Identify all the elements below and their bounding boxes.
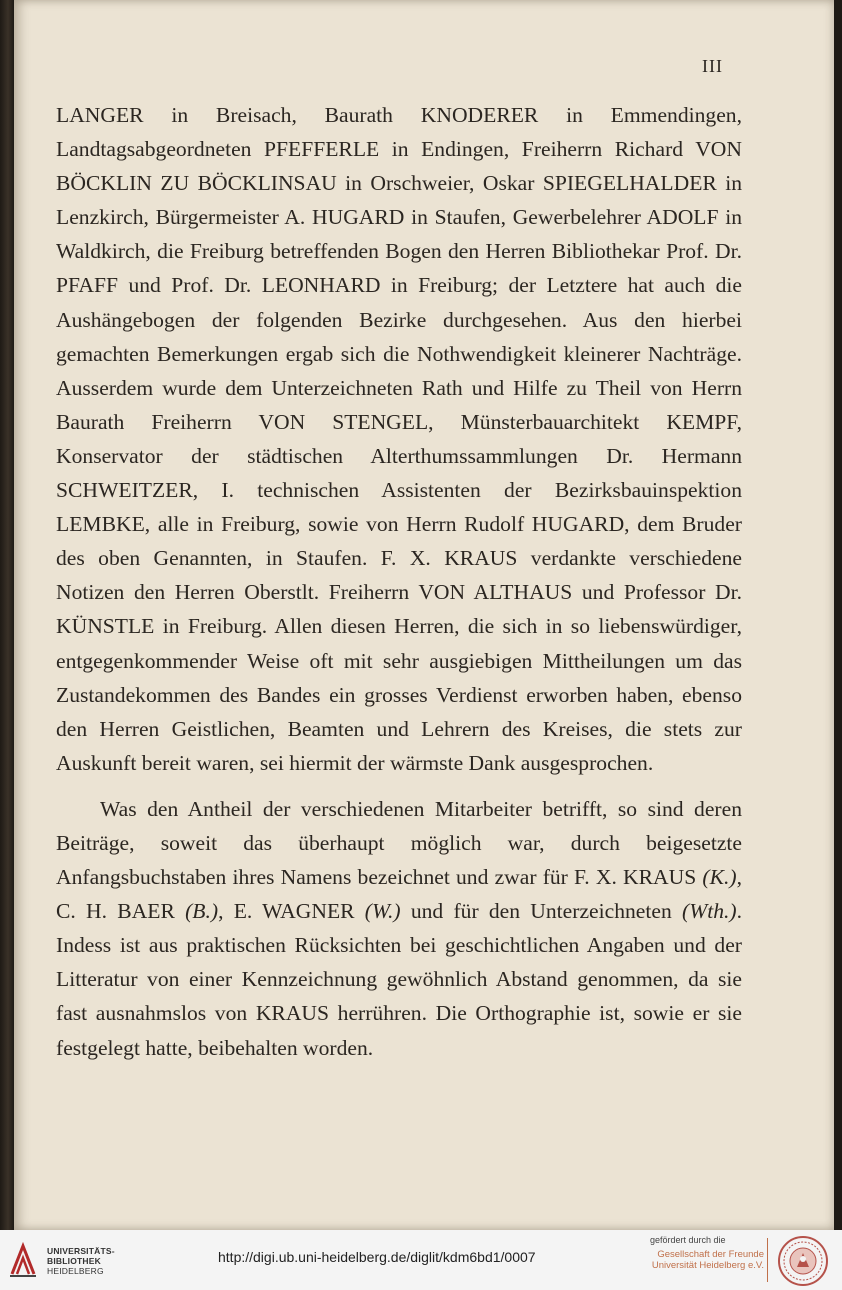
sponsor-line: Universität Heidelberg e.V.	[651, 1260, 764, 1271]
abbreviation-baer: (B.)	[185, 899, 219, 924]
digitization-footer	[0, 1230, 842, 1290]
library-name-line: BIBLIOTHEK	[47, 1256, 101, 1266]
paragraph-2-text: , C. H. BAER	[56, 865, 742, 924]
sponsor-line: Gesellschaft der Freunde	[657, 1249, 764, 1260]
paragraph-2-text: , E. WAGNER	[218, 899, 365, 924]
abbreviation-kraus: (K.)	[702, 865, 737, 890]
library-name	[47, 1246, 115, 1276]
university-seal-icon	[777, 1235, 829, 1287]
permalink-url[interactable]: http://digi.ub.uni-heidelberg.de/diglit/kdm6bd1/0007	[218, 1249, 536, 1265]
abbreviation-wagner: (W.)	[364, 899, 401, 924]
library-name-line: UNIVERSITÄTS-	[47, 1246, 115, 1256]
paragraph-1-text: LANGER in Breisach, Baurath KNODERER in Emmendingen, Landtagsabgeordneten PFEFFERLE in Endingen, Freiherrn Richard VON BÖCKLIN ZU BÖCKLINSAU in Orschweier, Oskar SPIEGELHALDER in Lenzkirch, Bürgermeister A. HUGARD in Staufen, Gewerbelehrer ADOLF in Waldkirch, die Freiburg betreffenden Bogen den Herren Bibliothekar Prof. Dr. PFAFF und Prof. Dr. LEONHARD in Freiburg; der Letztere hat auch die Aushängebogen der folgenden Bezirke durchgesehen. Aus den hierbei gemachten Bemerkungen ergab sich die Nothwendigkeit kleinerer Nachträge. Ausserdem wurde dem Unterzeichneten Rath und Hilfe zu Theil von Herrn Baurath Freiherrn VON STENGEL, Münsterbauarchitekt KEMPF, Konservator der städtischen Alterthumssammlungen Dr. Hermann SCHWEITZER, I. technischen Assistenten der Bezirksbauinspektion LEMBKE, alle in Freiburg, sowie von Herrn Rudolf HUGARD, dem Bruder des oben Genannten, in Staufen. F. X. KRAUS verdankte verschiedene Notizen den Herren Oberstlt. Freiherrn VON ALTHAUS und Professor Dr. KÜNSTLE in Freiburg. Allen diesen Herren, die sich in so liebenswürdiger, entgegenkommender Weise oft mit sehr ausgiebigen Mittheilungen um das Zustandekommen des Bandes ein grosses Verdienst erworben haben, ebenso den Herren Geistlichen, Beamten und Lehrern des Kreises, die stets zur Auskunft bereit waren, sei hiermit der wärmste Dank ausgesprochen.	[56, 103, 742, 775]
paragraph-1	[56, 98, 742, 780]
sponsor-name	[640, 1249, 764, 1271]
sponsor-label: gefördert durch die	[650, 1235, 726, 1245]
paragraph-2-text: . Indess ist aus praktischen Rücksichten bei geschichtlichen Angaben und der Litteratur von einer Kennzeichnung gewöhnlich Abstand genommen, da sie fast ausnahmslos von KRAUS herrühren. Die Orthographie ist, sowie er sie festgelegt hatte, beibehalten worden.	[56, 899, 742, 1060]
body-text	[56, 98, 742, 1065]
library-name-line: HEIDELBERG	[47, 1266, 104, 1276]
page-number: III	[702, 56, 723, 76]
scanned-page	[14, 0, 834, 1230]
sponsor-divider	[767, 1238, 768, 1282]
library-logo-icon	[8, 1240, 38, 1278]
paragraph-2-text: und für den Unterzeichneten	[400, 899, 683, 924]
paragraph-2-text: Was den Antheil der verschiedenen Mitarbeiter betrifft, so sind deren Beiträge, soweit das überhaupt möglich war, durch beigesetzte Anfangsbuchstaben ihres Namens bezeichnet und zwar für F. X. KRAUS	[56, 796, 742, 890]
paragraph-2	[56, 792, 742, 1065]
abbreviation-wth: (Wth.)	[682, 899, 737, 924]
